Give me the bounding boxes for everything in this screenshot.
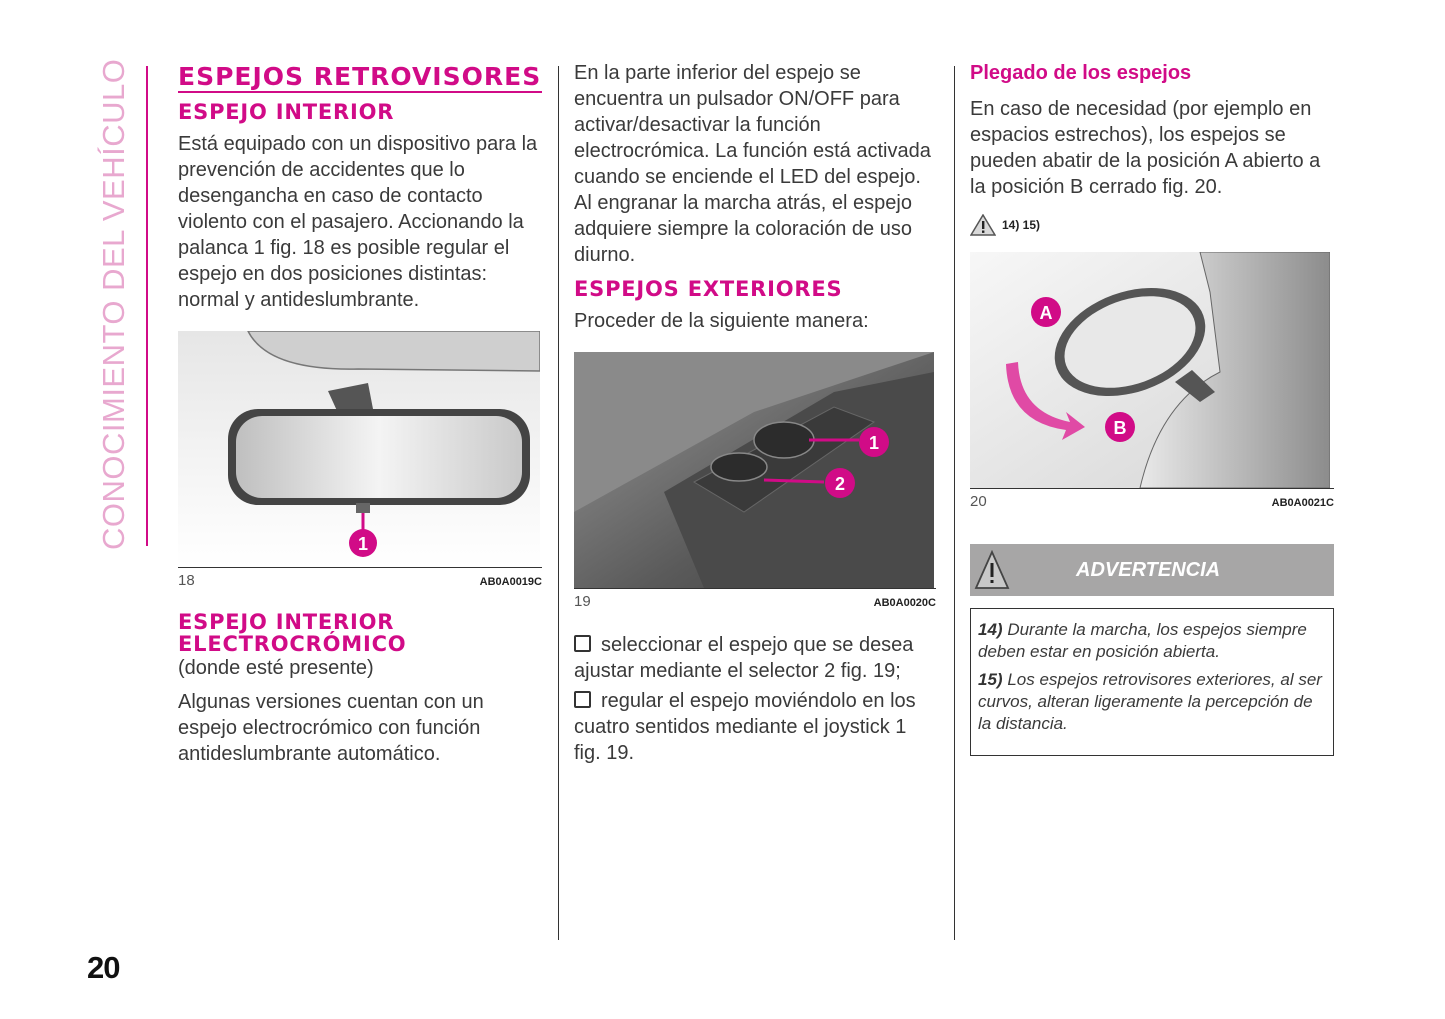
column-divider <box>954 66 955 940</box>
warning-item <box>978 619 1325 663</box>
heading-espejos-exteriores: ESPEJOS EXTERIORES <box>574 277 843 301</box>
figure-20 <box>970 252 1334 510</box>
interior-mirror-illustration <box>178 331 540 567</box>
callout-2: 2 <box>834 474 846 494</box>
paragraph-espejo-interior: Está equipado con un dispositivo para la prevención de accidentes que lo desengancha en caso de contacto violento con el pasajero. Accionando la palanca 1 fig. 18 es posible regular el espejo en dos posiciones distintas: normal y antideslumbrante. <box>178 133 538 311</box>
bullet-square-icon <box>574 691 591 708</box>
advertencia-title: ADVERTENCIA <box>1076 558 1221 581</box>
figure-number: 19 <box>574 593 591 610</box>
bullet-text-2: regular el espejo moviéndolo en los cuatro sentidos mediante el joystick 1 fig. 19. <box>574 690 916 764</box>
warning-number: 15) <box>978 670 1003 689</box>
bullet-item <box>574 688 936 766</box>
section-title-vertical: CONOCIMIENTO DEL VEHÍCULO <box>96 58 131 550</box>
paragraph-plegado: En caso de necesidad (por ejemplo en espacios estrechos), los espejos se pueden abatir de la posición A abierto a la posición B cerrado fig. 20. <box>970 98 1321 198</box>
bullet-item <box>574 632 936 684</box>
warning-reference-numbers: 14) 15) <box>1002 218 1041 232</box>
mirror-controls-illustration <box>574 352 934 588</box>
bullet-square-icon <box>574 635 591 652</box>
advertencia-bar <box>970 544 1334 596</box>
warning-item <box>978 669 1325 735</box>
heading-espejos-retrovisores: ESPEJOS RETROVISORES <box>178 62 542 91</box>
position-b-label: B <box>1113 418 1127 438</box>
figure-rule <box>178 567 542 568</box>
exterior-mirror-illustration <box>970 252 1330 488</box>
heading-espejo-interior: ESPEJO INTERIOR <box>178 100 395 124</box>
figure-code: AB0A0019C <box>479 576 542 588</box>
figure-code: AB0A0020C <box>873 597 936 609</box>
warning-number: 14) <box>978 620 1003 639</box>
warning-triangle-icon <box>970 214 996 236</box>
warning-triangle-icon <box>974 550 1010 590</box>
section-divider <box>146 66 148 546</box>
page-number: 20 <box>87 950 120 985</box>
paragraph-electrocromico: Algunas versiones cuentan con un espejo electrocrómico con función antideslumbrante automático. <box>178 691 484 765</box>
figure-18 <box>178 331 542 589</box>
paragraph-proceder: Proceder de la siguiente manera: <box>574 310 869 332</box>
paragraph-pulsador: En la parte inferior del espejo se encuentra un pulsador ON/OFF para activar/desactivar la función electrocrómica. La función está activada cuando se enciende el LED del espejo. Al engranar la marcha atrás, el espejo adquiere siempre la coloración de uso diurno. <box>574 62 931 266</box>
figure-number: 18 <box>178 572 195 589</box>
figure-19 <box>574 352 936 610</box>
heading-espejo-electrocromico: ESPEJO INTERIOR ELECTROCRÓMICO <box>178 610 407 656</box>
warning-reference <box>970 214 1334 236</box>
callout-1: 1 <box>868 433 880 453</box>
note-donde-este-presente: (donde esté presente) <box>178 657 374 679</box>
column-1 <box>178 60 542 767</box>
figure-number: 20 <box>970 493 987 510</box>
heading-plegado: Plegado de los espejos <box>970 62 1192 84</box>
position-a-label: A <box>1039 303 1053 323</box>
bullet-text-1: seleccionar el espejo que se desea ajustar mediante el selector 2 fig. 19; <box>574 634 914 682</box>
column-divider <box>558 66 559 940</box>
warning-text: Los espejos retrovisores exteriores, al ser curvos, alteran ligeramente la percepción de la distancia. <box>978 670 1322 733</box>
figure-rule <box>970 488 1334 489</box>
warning-text: Durante la marcha, los espejos siempre deben estar en posición abierta. <box>978 620 1307 661</box>
figure-rule <box>574 588 936 589</box>
advertencia-box <box>970 608 1334 756</box>
column-3 <box>970 60 1334 756</box>
callout-1: 1 <box>357 534 369 554</box>
figure-code: AB0A0021C <box>1271 497 1334 509</box>
column-2 <box>574 60 936 766</box>
